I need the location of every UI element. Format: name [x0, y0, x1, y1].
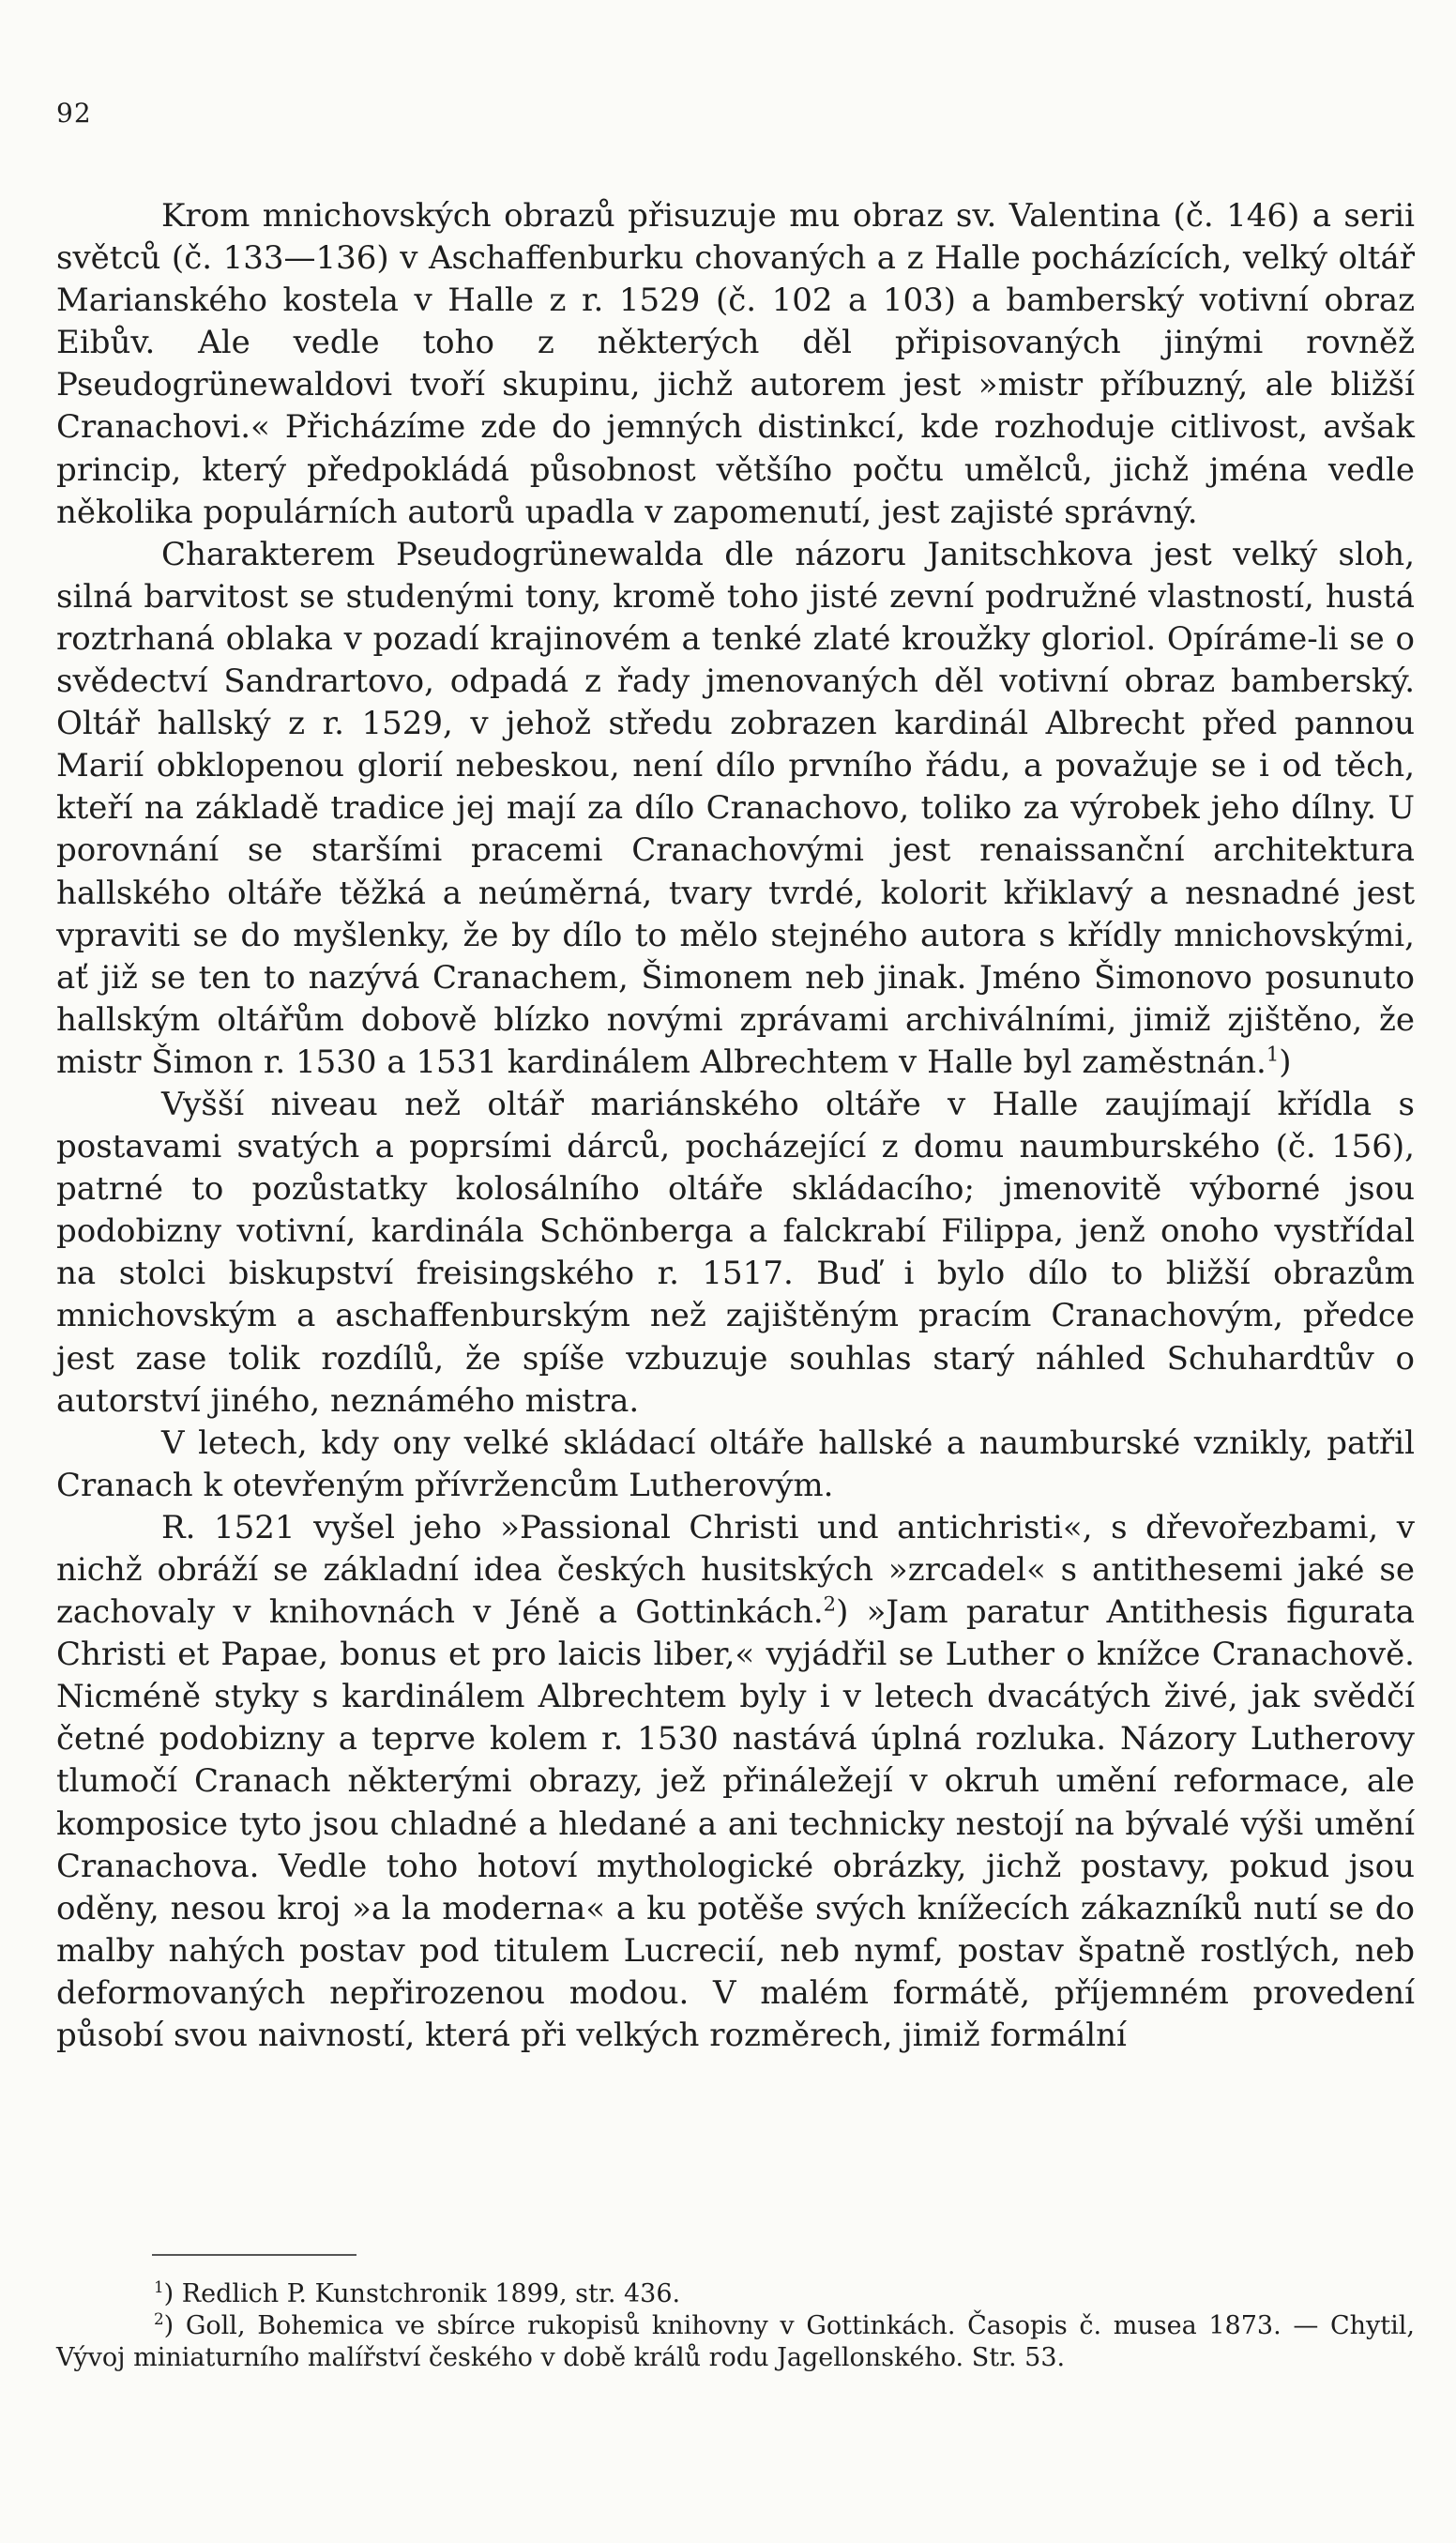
paragraph-2 — [56, 534, 1415, 1084]
footnote-ref-1-close: ) — [1279, 1043, 1292, 1081]
paragraph-5 — [56, 1507, 1415, 2057]
paragraph-2-text: Charakterem Pseudogrünewalda dle názoru Janitschkova jest velký sloh, silná barvitost se studenými tony, kromě toho jisté zevní podružné vlastností, hustá roztrhaná oblaka v pozadí krajinovém a tenké zlaté kroužky gloriol. Opíráme-li se o svědectví Sandrartovo, odpadá z řady jmenovaných děl votivní obraz bamberský. Oltář hallský z r. 1529, v jehož středu zobrazen kardinál Albrecht před pannou Marií obklopenou glorií nebeskou, není dílo prvního řádu, a považuje se i od těch, kteří na základě tradice jej mají za dílo Cranachovo, toliko za výrobek jeho dílny. U porovnání se staršími pracemi Cranachovými jest renaissanční architektura hallského oltáře těžká a neúměrná, tvary tvrdé, kolorit křiklavý a nesnadné jest vpraviti se do myšlenky, že by dílo to mělo stejného autora s křídly mnichovskými, ať již se ten to nazývá Cranachem, Šimonem neb jinak. Jméno Šimonovo posunuto hallským oltářům dobově blízko novými zprávami archiválními, jimiž zjištěno, že mistr Šimon r. 1530 a 1531 kardinálem Albrechtem v Halle byl zaměstnán. — [56, 535, 1415, 1081]
footnote-2 — [56, 2310, 1415, 2374]
footnote-divider — [152, 2254, 356, 2256]
paragraph-1: Krom mnichovských obrazů přisuzuje mu obraz sv. Valentina (č. 146) a serii světců (č. 133—136) v Aschaffenburku chovaných a z Halle pocházících, velký oltář Marianského kostela v Halle z r. 1529 (č. 102 a 103) a bamberský votivní obraz Eibův. Ale vedle toho z některých děl připisovaných jinými rovněž Pseudogrünewaldovi tvoří skupinu, jichž autorem jest »mistr příbuzný, ale bližší Cranachovi.« Přicházíme zde do jemných distinkcí, kde rozhoduje citlivost, avšak princip, který předpokládá působnost většího počtu umělců, jichž jména vedle několika populárních autorů upadla v zapomenutí, jest zajisté správný. — [56, 197, 1415, 531]
footnote-ref-1[interactable]: 1 — [1266, 1042, 1280, 1066]
footnote-ref-2-close: ) — [836, 1593, 849, 1632]
paragraph-5-text-a: R. 1521 vyšel jeho »Passional Christi und antichristi«, s dřevořezbami, v nichž obráží se základní idea českých husitských »zrcadel« s antithesemi jaké se zachovaly v knihovnách v Jéně a Gottinkách. — [56, 1508, 1415, 1632]
footnote-1-mark: 1 — [154, 2277, 164, 2296]
page-number: 92 — [56, 98, 92, 129]
paragraph-3: Vyšší niveau než oltář mariánského oltáře v Halle zaujímají křídla s postavami svatých a poprsími dárců, pocházející z domu naumburského (č. 156), patrné to pozůstatky kolosálního oltáře skládacího; jmenovitě výborné jsou podobizny votivní, kardinála Schönberga a falckrabí Filippa, jenž onoho vystřídal na stolci biskupství freisingského r. 1517. Buď i bylo dílo to bližší obrazům mnichovským a aschaffenburským než zajištěným pracím Cranachovým, předce jest zase tolik rozdílů, že spíše vzbuzuje souhlas starý náhled Schuhardtův o autorství jiného, neznámého mistra. — [56, 1085, 1415, 1420]
paragraph-4: V letech, kdy ony velké skládací oltáře hallské a naumburské vznikly, patřil Cranach k otevřeným přívržencům Lutherovým. — [56, 1424, 1415, 1504]
footnotes — [56, 2278, 1415, 2374]
footnote-1 — [56, 2278, 1415, 2310]
footnote-1-text: ) Redlich P. Kunstchronik 1899, str. 436. — [163, 2279, 681, 2308]
paragraph-5-text-b: »Jam paratur Antithesis figurata Christi et Papae, bonus et pro laicis liber,« vyjádřil se Luther o knížce Cranachově. Nicméně styky s kardinálem Albrechtem byly i v letech dvacátých živé, jak svědčí četné podobizny a teprve kolem r. 1530 nastává úplná rozluka. Názory Lutherovy tlumočí Cranach některými obrazy, jež přináležejí v okruh umění reformace, ale komposice tyto jsou chladné a hledané a ani technicky nestojí na bývalé výši umění Cranachova. Vedle toho hotoví mythologické obrázky, jichž postavy, pokud jsou oděny, nesou kroj »a la moderna« a ku potěše svých knížecích zákazníků nutí se do malby nahých postav pod titulem Lucrecií, neb nymf, postav špatně rostlých, neb deformovaných nepřirozenou modou. V malém formátě, příjemném provedení působí svou naivností, která při velkých rozměrech, jimiž formální — [56, 1593, 1415, 2055]
footnote-ref-2[interactable]: 2 — [823, 1591, 837, 1616]
footnote-2-mark: 2 — [154, 2309, 164, 2328]
footnote-2-text: ) Goll, Bohemica ve sbírce rukopisů knihovny v Gottinkách. Časopis č. musea 1873. — Chytil, Vývoj miniaturního malířství českého v době králů rodu Jagellonského. Str. 53. — [56, 2311, 1415, 2372]
main-text — [56, 195, 1415, 2057]
